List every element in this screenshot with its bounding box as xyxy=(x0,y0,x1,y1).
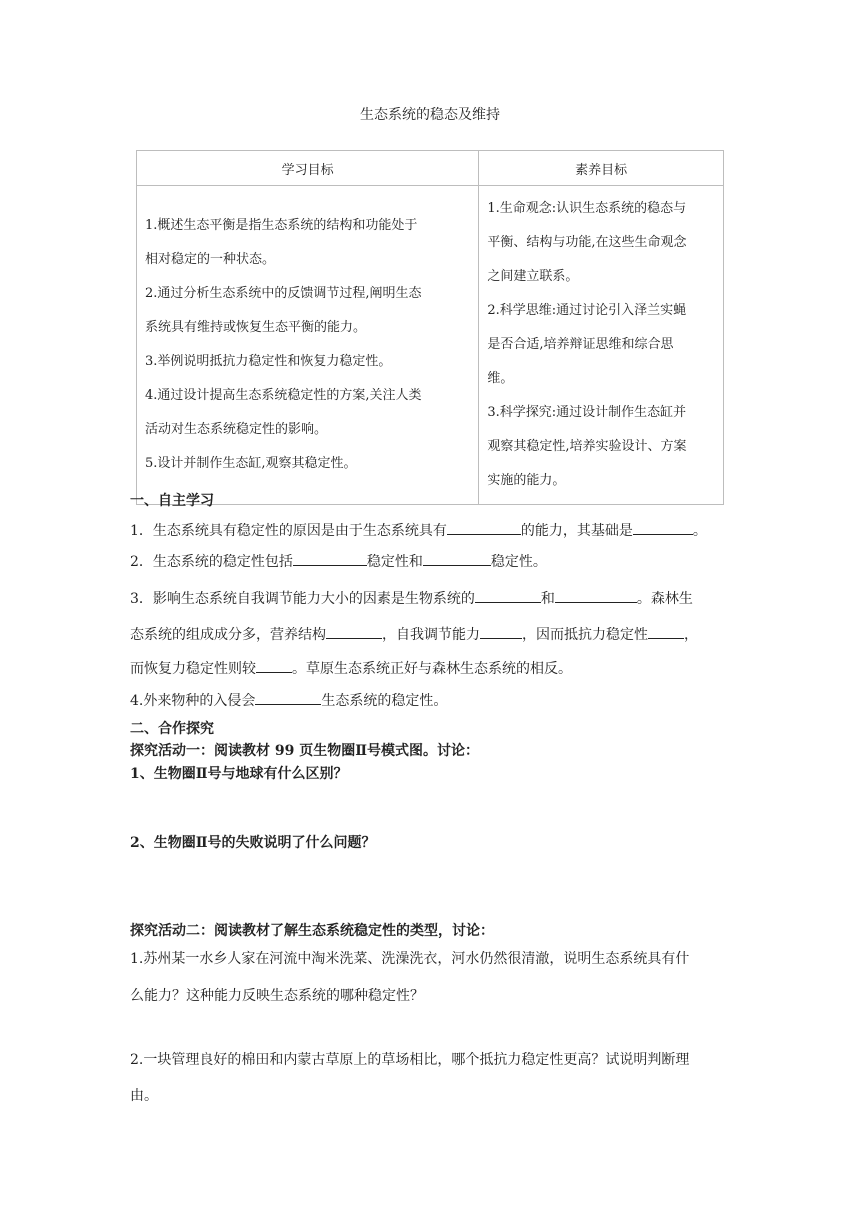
header-literacy-goals: 素养目标 xyxy=(479,151,724,186)
answer-blank[interactable] xyxy=(423,551,491,566)
literacy-goal-line: 平衡、结构与功能,在这些生命观念 xyxy=(487,235,687,250)
question-text: ， xyxy=(684,627,698,643)
question-2 xyxy=(130,551,730,571)
learning-goal-line: 相对稳定的一种状态。 xyxy=(145,252,276,267)
question-text: 2．生态系统的稳定性包括 xyxy=(130,554,293,570)
question-text: 的能力，其基础是 xyxy=(520,523,633,539)
section-heading-self-study: 一、自主学习 xyxy=(130,493,214,509)
activity-1-title: 探究活动一：阅读教材 99 页生物圈Ⅱ号模式图。讨论： xyxy=(130,743,480,759)
question-text: 而恢复力稳定性则较 xyxy=(130,661,256,677)
literacy-goal-line: 维。 xyxy=(487,371,514,386)
question-text: 稳定性和 xyxy=(366,554,423,570)
literacy-goal-line: 之间建立联系。 xyxy=(487,269,579,284)
learning-goal-line: 1.概述生态平衡是指生态系统的结构和功能处于 xyxy=(145,218,418,233)
question-text: 稳定性。 xyxy=(490,554,547,570)
learning-goal-line: 3.举例说明抵抗力稳定性和恢复力稳定性。 xyxy=(145,354,392,369)
question-text: 。 xyxy=(692,523,707,539)
table-row xyxy=(137,186,724,505)
answer-blank[interactable] xyxy=(256,658,292,673)
activity-2-question-1-line-1: 1.苏州某一水乡人家在河流中淘米洗菜、洗澡洗衣，河水仍然很清澈，说明生态系统具有什 xyxy=(130,951,690,967)
activity-2-question-2-line-2: 由。 xyxy=(130,1088,158,1104)
answer-blank[interactable] xyxy=(633,520,693,535)
answer-blank[interactable] xyxy=(326,624,382,639)
table-header-row xyxy=(137,151,724,186)
question-text: 。草原生态系统正好与森林生态系统的相反。 xyxy=(292,661,572,677)
question-3-line-1 xyxy=(130,588,730,608)
question-text: 4.外来物种的入侵会 xyxy=(130,693,256,709)
question-text: 态系统的组成成分多，营养结构 xyxy=(130,627,326,643)
literacy-goals-cell xyxy=(479,186,724,505)
page-title: 生态系统的稳态及维持 xyxy=(360,107,500,123)
question-text: ，自我调节能力 xyxy=(382,627,480,643)
learning-goal-line: 活动对生态系统稳定性的影响。 xyxy=(145,422,328,437)
learning-goal-line: 2.通过分析生态系统中的反馈调节过程,阐明生态 xyxy=(145,286,422,301)
section-heading-cooperative-inquiry: 二、合作探究 xyxy=(130,721,214,737)
literacy-goal-line: 实施的能力。 xyxy=(487,473,566,488)
question-text: 。森林生 xyxy=(636,591,693,607)
header-learning-goals: 学习目标 xyxy=(137,151,479,186)
goals-table xyxy=(136,150,724,505)
question-text: 3．影响生态系统自我调节能力大小的因素是生物系统的 xyxy=(130,591,475,607)
learning-goals-cell xyxy=(137,186,479,505)
answer-blank[interactable] xyxy=(447,520,521,535)
learning-goal-line: 系统具有维持或恢复生态平衡的能力。 xyxy=(145,320,367,335)
activity-1-question-2: 2、生物圈Ⅱ号的失败说明了什么问题？ xyxy=(130,835,376,851)
learning-goal-line: 5.设计并制作生态缸,观察其稳定性。 xyxy=(145,456,357,471)
answer-blank[interactable] xyxy=(255,690,321,705)
learning-goal-line: 4.通过设计提高生态系统稳定性的方案,关注人类 xyxy=(145,388,422,403)
literacy-goal-line: 是否合适,培养辩证思维和综合思 xyxy=(487,337,674,352)
answer-blank[interactable] xyxy=(480,624,522,639)
question-3-line-3 xyxy=(130,658,730,678)
question-text: 和 xyxy=(540,591,555,607)
literacy-goal-line: 观察其稳定性,培养实验设计、方案 xyxy=(487,439,687,454)
literacy-goal-line: 1.生命观念:认识生态系统的稳态与 xyxy=(487,201,687,216)
activity-2-question-1-line-2: 么能力？这种能力反映生态系统的哪种稳定性？ xyxy=(130,988,424,1004)
literacy-goal-line: 2.科学思维:通过讨论引入泽兰实蝇 xyxy=(487,303,687,318)
question-text: 1．生态系统具有稳定性的原因是由于生态系统具有 xyxy=(130,523,447,539)
answer-blank[interactable] xyxy=(475,588,541,603)
question-1 xyxy=(130,520,730,540)
question-text: 生态系统的稳定性。 xyxy=(321,693,448,709)
answer-blank[interactable] xyxy=(648,624,684,639)
literacy-goal-line: 3.科学探究:通过设计制作生态缸并 xyxy=(487,405,687,420)
activity-1-question-1: 1、生物圈Ⅱ号与地球有什么区别？ xyxy=(130,766,348,782)
question-text: ，因而抵抗力稳定性 xyxy=(522,627,648,643)
answer-blank[interactable] xyxy=(555,588,637,603)
question-4 xyxy=(130,690,730,710)
activity-2-question-2-line-1: 2.一块管理良好的棉田和内蒙古草原上的草场相比，哪个抵抗力稳定性更高？试说明判断理 xyxy=(130,1052,690,1068)
question-3-line-2 xyxy=(130,624,730,644)
activity-2-title: 探究活动二：阅读教材了解生态系统稳定性的类型，讨论： xyxy=(130,923,494,939)
answer-blank[interactable] xyxy=(293,551,367,566)
